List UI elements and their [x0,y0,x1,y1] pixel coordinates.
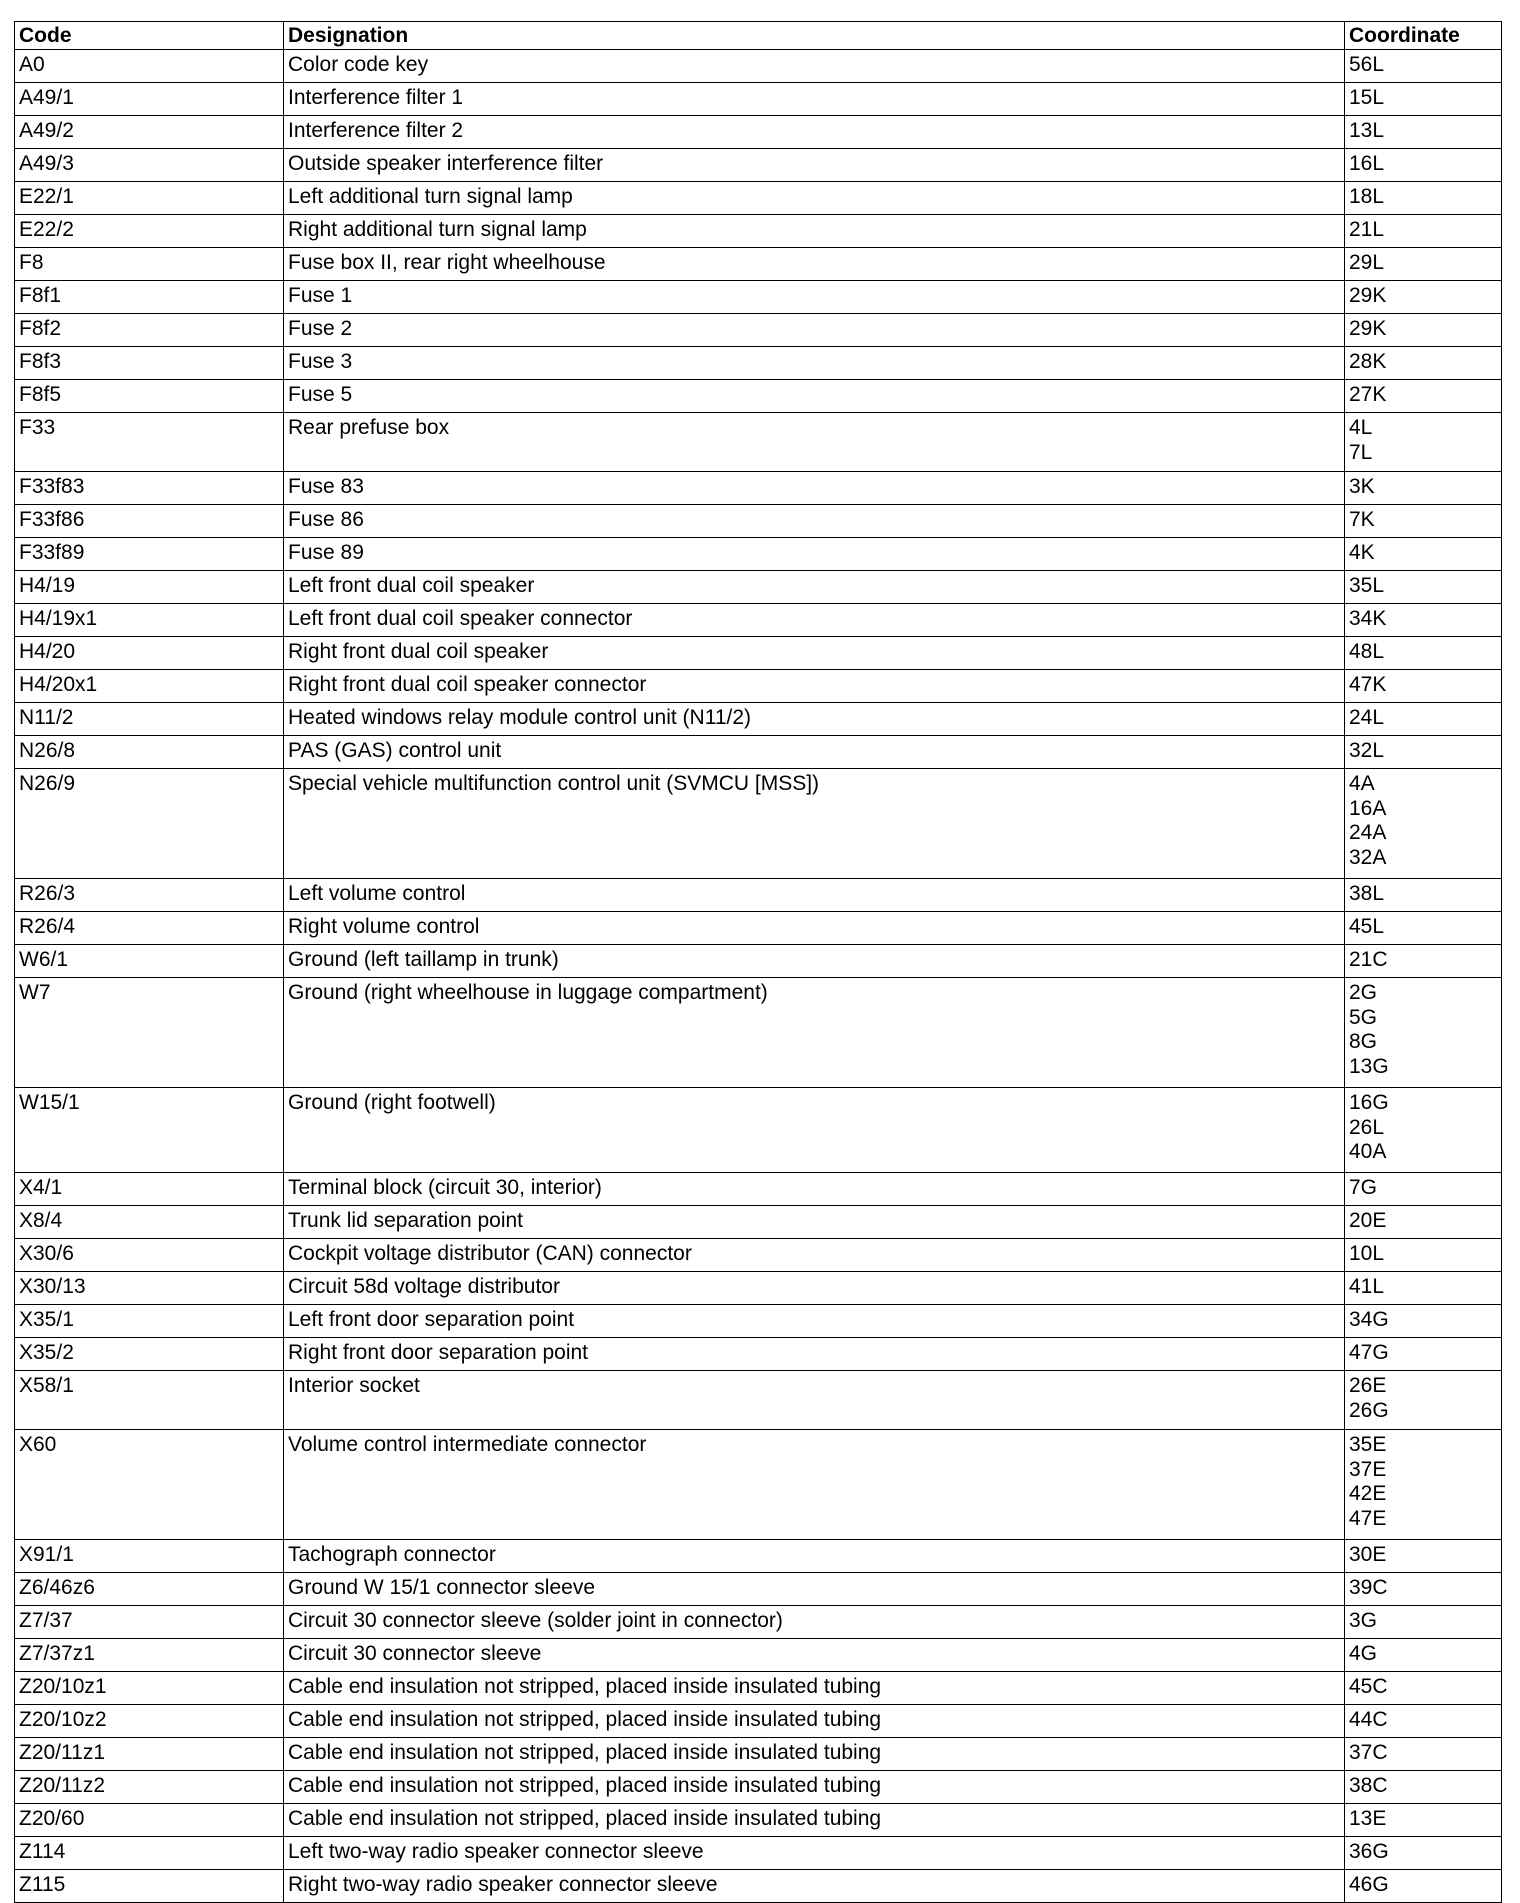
coordinate-value: 21L [1349,218,1385,241]
code-cell: F33f83 [15,472,284,505]
coordinate-cell [1345,637,1502,670]
table-row [15,1272,1502,1305]
coordinate-cell [1345,1206,1502,1239]
coordinate-value: 27K [1349,383,1387,406]
coordinate-value: 13L [1349,119,1385,142]
code-cell: Z114 [15,1837,284,1870]
table-row [15,571,1502,604]
coordinate-cell [1345,1639,1502,1672]
code-cell: F8f2 [15,314,284,347]
coordinate-cell [1345,1088,1502,1173]
designation-cell: Outside speaker interference filter [284,149,1345,182]
coordinate-value: 46G [1349,1873,1389,1896]
coordinate-value: 5G [1349,1005,1378,1029]
code-cell: X4/1 [15,1173,284,1206]
coordinate-value: 45L [1349,915,1385,938]
code-cell: Z20/60 [15,1804,284,1837]
code-cell: F33 [15,413,284,472]
table-row [15,736,1502,769]
code-cell: X58/1 [15,1371,284,1430]
coordinate-value: 37C [1349,1741,1388,1764]
coordinate-cell [1345,571,1502,604]
table-body [15,50,1502,1903]
code-cell: Z20/10z2 [15,1705,284,1738]
code-cell: Z7/37z1 [15,1639,284,1672]
table-row [15,604,1502,637]
designation-cell: Cable end insulation not stripped, placed inside insulated tubing [284,1804,1345,1837]
table-row [15,314,1502,347]
table-row [15,380,1502,413]
table-row [15,1305,1502,1338]
designation-cell: Right volume control [284,912,1345,945]
table-row [15,1837,1502,1870]
coordinate-value: 21C [1349,948,1388,971]
coordinate-value: 35E [1349,1433,1387,1456]
table-row [15,1206,1502,1239]
coordinate-value: 26L [1349,1115,1385,1139]
coordinate-column-header: Coordinate [1345,22,1502,50]
coordinate-cell [1345,879,1502,912]
designation-cell: Ground (right footwell) [284,1088,1345,1173]
designation-cell: Fuse 1 [284,281,1345,314]
coordinate-value: 4K [1349,541,1375,564]
table-row [15,1239,1502,1272]
coordinate-value: 26G [1349,1398,1389,1422]
code-cell: H4/20x1 [15,670,284,703]
designation-cell: Right front door separation point [284,1338,1345,1371]
coordinate-value: 18L [1349,185,1385,208]
designation-cell: Terminal block (circuit 30, interior) [284,1173,1345,1206]
code-cell: X60 [15,1430,284,1540]
coordinate-value: 24L [1349,706,1385,729]
coordinate-value: 3G [1349,1609,1378,1632]
designation-cell: Fuse 89 [284,538,1345,571]
coordinate-cell [1345,1705,1502,1738]
coordinate-value: 39C [1349,1576,1388,1599]
code-cell: F33f89 [15,538,284,571]
designation-cell: Tachograph connector [284,1540,1345,1573]
coordinate-value: 36G [1349,1840,1389,1863]
designation-cell: Fuse box II, rear right wheelhouse [284,248,1345,281]
coordinate-cell [1345,1672,1502,1705]
coordinate-cell [1345,1771,1502,1804]
designation-cell: Fuse 83 [284,472,1345,505]
table-row [15,505,1502,538]
coordinate-value: 13E [1349,1807,1387,1830]
coordinate-cell [1345,1371,1502,1430]
coordinate-cell [1345,83,1502,116]
coordinate-cell [1345,1738,1502,1771]
code-cell: F8f3 [15,347,284,380]
table-row [15,83,1502,116]
code-cell: Z20/10z1 [15,1672,284,1705]
table-row [15,1540,1502,1573]
coordinate-cell [1345,945,1502,978]
designation-cell: Circuit 58d voltage distributor [284,1272,1345,1305]
code-cell: Z7/37 [15,1606,284,1639]
coordinate-cell [1345,281,1502,314]
table-row [15,1338,1502,1371]
coordinate-value: 32A [1349,845,1387,869]
designation-cell: Left two-way radio speaker connector sleeve [284,1837,1345,1870]
table-row [15,472,1502,505]
coordinate-cell [1345,769,1502,879]
coordinate-cell [1345,1540,1502,1573]
table-row [15,703,1502,736]
coordinate-value: 48L [1349,640,1385,663]
code-cell: X91/1 [15,1540,284,1573]
coordinate-value: 15L [1349,86,1385,109]
table-row [15,149,1502,182]
coordinate-cell [1345,736,1502,769]
coordinate-cell [1345,314,1502,347]
designation-cell: Ground (right wheelhouse in luggage compartment) [284,978,1345,1088]
designation-cell: Rear prefuse box [284,413,1345,472]
table-row [15,182,1502,215]
coordinate-cell [1345,248,1502,281]
designation-cell: Fuse 3 [284,347,1345,380]
designation-cell: Fuse 2 [284,314,1345,347]
table-row [15,1088,1502,1173]
coordinate-cell [1345,703,1502,736]
coordinate-value: 29K [1349,284,1387,307]
designation-cell: Left front dual coil speaker [284,571,1345,604]
designation-column-header: Designation [284,22,1345,50]
designation-cell: Fuse 5 [284,380,1345,413]
table-row [15,670,1502,703]
table-row [15,347,1502,380]
code-cell: A0 [15,50,284,83]
designation-cell: Interference filter 1 [284,83,1345,116]
designation-cell: Cable end insulation not stripped, placed inside insulated tubing [284,1771,1345,1804]
code-cell: H4/19 [15,571,284,604]
designation-cell: Circuit 30 connector sleeve [284,1639,1345,1672]
code-cell: R26/4 [15,912,284,945]
table-row [15,1606,1502,1639]
coordinate-value: 4G [1349,1642,1378,1665]
table-row [15,879,1502,912]
designation-cell: Cable end insulation not stripped, placed inside insulated tubing [284,1738,1345,1771]
designation-cell: Interior socket [284,1371,1345,1430]
code-cell: X8/4 [15,1206,284,1239]
code-cell: Z20/11z1 [15,1738,284,1771]
coordinate-value: 16A [1349,796,1387,820]
coordinate-cell [1345,912,1502,945]
coordinate-value: 3K [1349,475,1375,498]
table-row [15,1639,1502,1672]
designation-cell: Interference filter 2 [284,116,1345,149]
coordinate-value: 7L [1349,440,1373,464]
coordinate-value: 7K [1349,508,1375,531]
code-cell: N11/2 [15,703,284,736]
table-row [15,1870,1502,1903]
coordinate-value: 28K [1349,350,1387,373]
coordinate-cell [1345,50,1502,83]
coordinate-value: 16G [1349,1091,1389,1114]
designation-cell: Ground (left taillamp in trunk) [284,945,1345,978]
designation-cell: Heated windows relay module control unit (N11/2) [284,703,1345,736]
coordinate-cell [1345,215,1502,248]
coordinate-value: 41L [1349,1275,1385,1298]
coordinate-cell [1345,670,1502,703]
table-row [15,1173,1502,1206]
code-cell: A49/1 [15,83,284,116]
table-row [15,1371,1502,1430]
code-cell: Z20/11z2 [15,1771,284,1804]
coordinate-value: 29L [1349,251,1385,274]
coordinate-value: 34K [1349,607,1387,630]
coordinate-cell [1345,1239,1502,1272]
designation-cell: Fuse 86 [284,505,1345,538]
table-header [15,22,1502,50]
coordinate-value: 2G [1349,981,1378,1004]
table-row [15,1672,1502,1705]
code-cell: X30/13 [15,1272,284,1305]
table-row [15,769,1502,879]
coordinate-cell [1345,116,1502,149]
table-row [15,912,1502,945]
coordinate-value: 26E [1349,1374,1387,1397]
designation-cell: Ground W 15/1 connector sleeve [284,1573,1345,1606]
code-cell: X35/1 [15,1305,284,1338]
code-cell: F8f5 [15,380,284,413]
code-cell: A49/3 [15,149,284,182]
coordinate-value: 42E [1349,1482,1387,1505]
table-row [15,637,1502,670]
code-cell: A49/2 [15,116,284,149]
designation-cell: Volume control intermediate connector [284,1430,1345,1540]
coordinate-value: 7G [1349,1176,1378,1199]
coordinate-value: 38L [1349,882,1385,905]
coordinate-cell [1345,978,1502,1088]
code-cell: R26/3 [15,879,284,912]
coordinate-value: 16L [1349,152,1385,175]
coordinate-cell [1345,413,1502,472]
designation-cell: Right two-way radio speaker connector sleeve [284,1870,1345,1903]
table-row [15,50,1502,83]
designation-cell: Cable end insulation not stripped, placed inside insulated tubing [284,1672,1345,1705]
coordinate-value: 37E [1349,1457,1387,1481]
designation-cell: Left front door separation point [284,1305,1345,1338]
code-cell: W7 [15,978,284,1088]
designation-cell: Right front dual coil speaker connector [284,670,1345,703]
code-cell: F8 [15,248,284,281]
coordinate-value: 44C [1349,1708,1388,1731]
table-row [15,248,1502,281]
table-row [15,945,1502,978]
coordinate-value: 4L [1349,416,1373,439]
coordinate-cell [1345,1173,1502,1206]
designation-cell: Left additional turn signal lamp [284,182,1345,215]
component-legend-table [14,21,1502,1903]
coordinate-value: 32L [1349,739,1385,762]
code-cell: W6/1 [15,945,284,978]
coordinate-cell [1345,1870,1502,1903]
coordinate-cell [1345,505,1502,538]
coordinate-cell [1345,380,1502,413]
code-cell: H4/20 [15,637,284,670]
code-cell: N26/8 [15,736,284,769]
designation-cell: Right additional turn signal lamp [284,215,1345,248]
designation-cell: Cockpit voltage distributor (CAN) connector [284,1239,1345,1272]
table-row [15,116,1502,149]
table-row [15,1430,1502,1540]
coordinate-value: 24A [1349,821,1387,844]
designation-cell: Cable end insulation not stripped, placed inside insulated tubing [284,1705,1345,1738]
coordinate-cell [1345,1573,1502,1606]
coordinate-cell [1345,182,1502,215]
coordinate-value: 29K [1349,317,1387,340]
designation-cell: Trunk lid separation point [284,1206,1345,1239]
coordinate-value: 34G [1349,1308,1389,1331]
coordinate-value: 13G [1349,1054,1389,1078]
table-row [15,1771,1502,1804]
designation-cell: Color code key [284,50,1345,83]
table-row [15,978,1502,1088]
coordinate-cell [1345,1606,1502,1639]
coordinate-cell [1345,1804,1502,1837]
code-cell: Z6/46z6 [15,1573,284,1606]
table-row [15,281,1502,314]
table-row [15,215,1502,248]
coordinate-cell [1345,472,1502,505]
coordinate-value: 8G [1349,1030,1378,1053]
coordinate-value: 4A [1349,772,1375,795]
code-cell: E22/2 [15,215,284,248]
table-row [15,1573,1502,1606]
code-cell: F8f1 [15,281,284,314]
coordinate-cell [1345,1338,1502,1371]
code-cell: Z115 [15,1870,284,1903]
code-column-header: Code [15,22,284,50]
coordinate-value: 30E [1349,1543,1387,1566]
coordinate-cell [1345,347,1502,380]
coordinate-value: 47K [1349,673,1387,696]
coordinate-cell [1345,1272,1502,1305]
table-row [15,1738,1502,1771]
code-cell: F33f86 [15,505,284,538]
table-row [15,1804,1502,1837]
coordinate-value: 56L [1349,53,1385,76]
coordinate-cell [1345,149,1502,182]
code-cell: W15/1 [15,1088,284,1173]
designation-cell: Special vehicle multifunction control unit (SVMCU [MSS]) [284,769,1345,879]
coordinate-value: 10L [1349,1242,1385,1265]
code-cell: X35/2 [15,1338,284,1371]
designation-cell: Left front dual coil speaker connector [284,604,1345,637]
coordinate-cell [1345,1305,1502,1338]
designation-cell: Circuit 30 connector sleeve (solder joint in connector) [284,1606,1345,1639]
table-row [15,1705,1502,1738]
designation-cell: Left volume control [284,879,1345,912]
code-cell: H4/19x1 [15,604,284,637]
coordinate-value: 38C [1349,1774,1388,1797]
header-row [15,22,1502,50]
table-row [15,538,1502,571]
table-row [15,413,1502,472]
coordinate-value: 40A [1349,1140,1387,1163]
coordinate-cell [1345,604,1502,637]
coordinate-value: 35L [1349,574,1385,597]
coordinate-value: 47E [1349,1506,1387,1530]
code-cell: N26/9 [15,769,284,879]
coordinate-value: 20E [1349,1209,1387,1232]
coordinate-value: 47G [1349,1341,1389,1364]
coordinate-value: 45C [1349,1675,1388,1698]
designation-cell: PAS (GAS) control unit [284,736,1345,769]
coordinate-cell [1345,1430,1502,1540]
coordinate-cell [1345,1837,1502,1870]
designation-cell: Right front dual coil speaker [284,637,1345,670]
code-cell: X30/6 [15,1239,284,1272]
code-cell: E22/1 [15,182,284,215]
coordinate-cell [1345,538,1502,571]
